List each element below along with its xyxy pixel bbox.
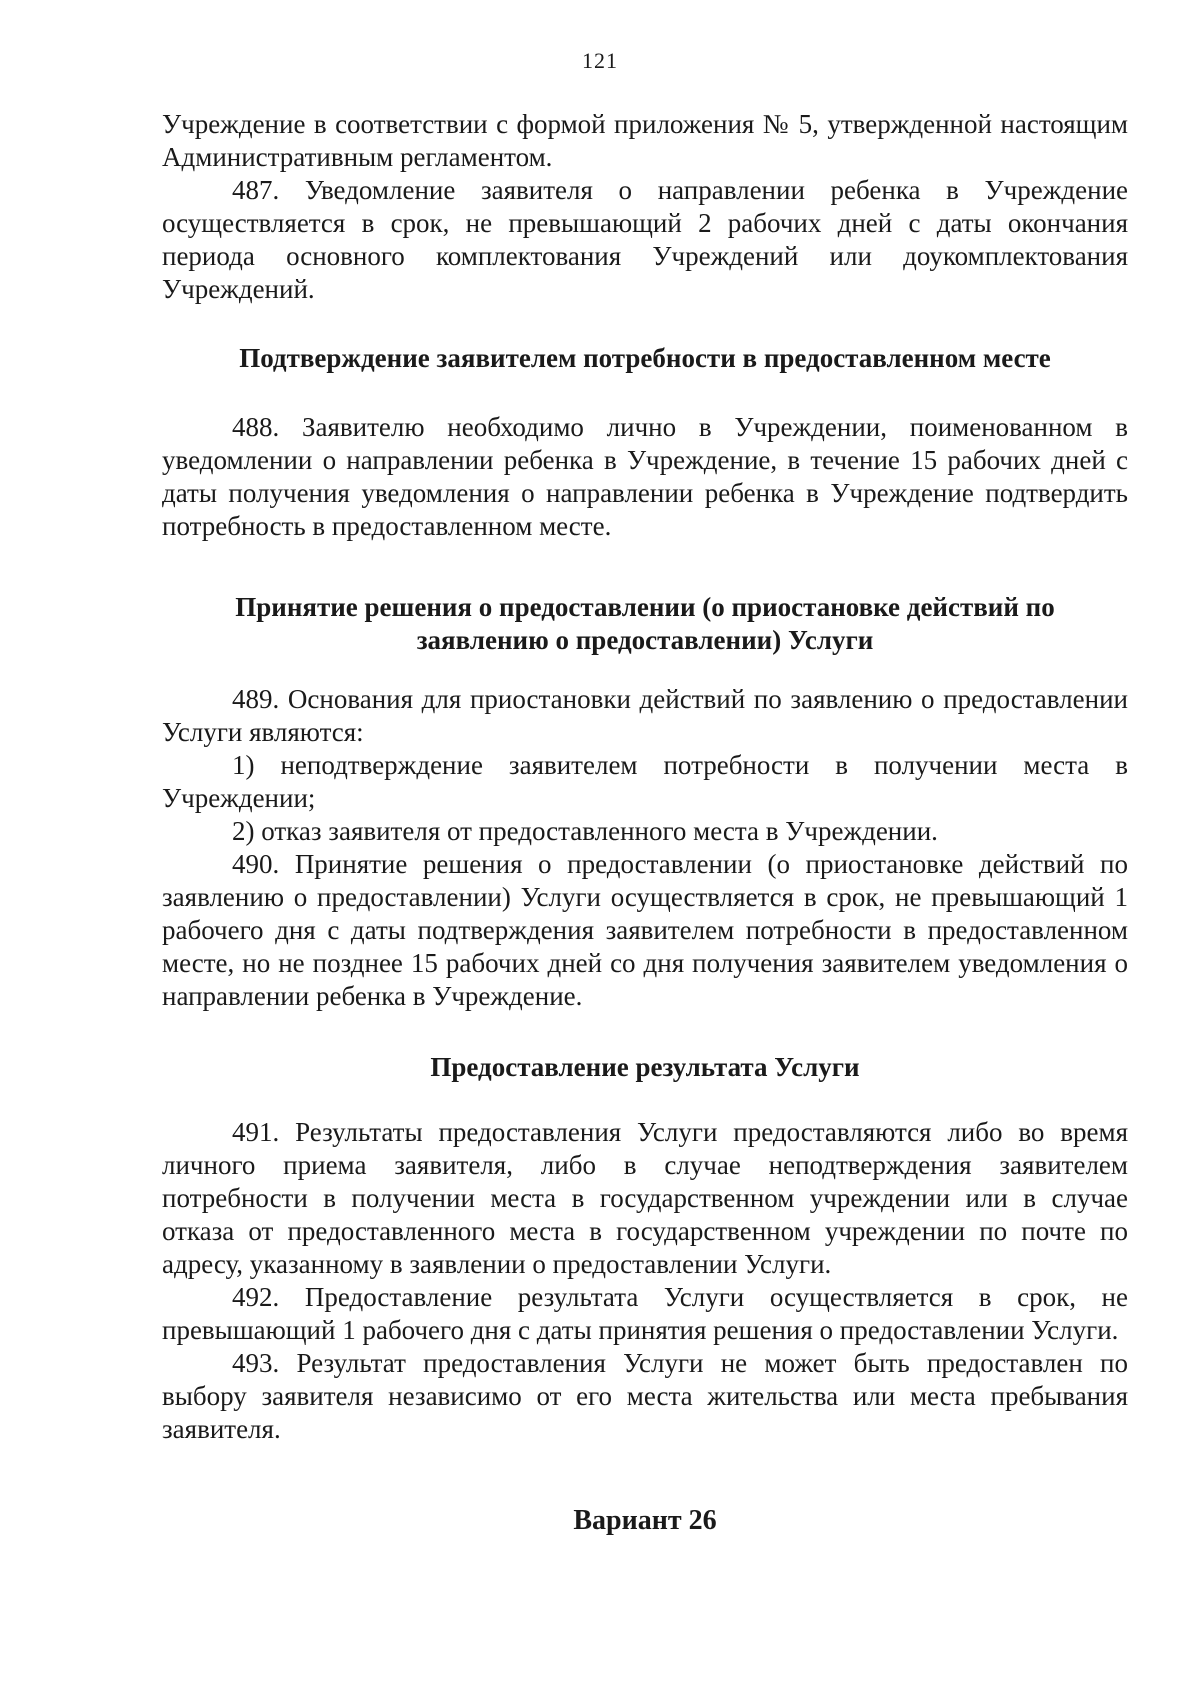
list-item-2: 2) отказ заявителя от предоставленного места в Учреждении. bbox=[232, 816, 938, 846]
section-heading-decision: Принятие решения о предоставлении (о приостановке действий по заявлению о предоставлении) Услуги bbox=[235, 592, 1055, 655]
paragraph-continuation: Учреждение в соответствии с формой приложения № 5, утвержденной настоящим Административным регламентом. bbox=[162, 109, 1128, 172]
section-heading-confirmation: Подтверждение заявителем потребности в предоставленном месте bbox=[239, 343, 1051, 373]
list-item-1: 1) неподтверждение заявителем потребности в получении места в Учреждении; bbox=[162, 750, 1128, 813]
section-heading-result: Предоставление результата Услуги bbox=[430, 1052, 860, 1082]
document-body bbox=[162, 108, 1128, 1537]
paragraph-488: 488. Заявителю необходимо лично в Учреждении, поименованном в уведомлении о направлении ребенка в Учреждение, в течение 15 рабочих дней с даты получения уведомления о направлении ребенка в Учреждение подтвердить потребность в предоставленном месте. bbox=[162, 412, 1128, 541]
page-number: 121 bbox=[582, 48, 618, 73]
paragraph-493: 493. Результат предоставления Услуги не может быть предоставлен по выбору заявителя независимо от его места жительства или места пребывания заявителя. bbox=[162, 1348, 1128, 1444]
paragraph-489: 489. Основания для приостановки действий по заявлению о предоставлении Услуги являются: bbox=[162, 684, 1128, 747]
paragraph-492: 492. Предоставление результата Услуги осуществляется в срок, не превышающий 1 рабочего дня с даты принятия решения о предоставлении Услуги. bbox=[162, 1282, 1128, 1345]
paragraph-491: 491. Результаты предоставления Услуги предоставляются либо во время личного приема заявителя, либо в случае неподтверждения заявителем потребности в получении места в государственном учреждении или в случае отказа от предоставленного места в государственном учреждении по почте по адресу, указанному в заявлении о предоставлении Услуги. bbox=[162, 1117, 1128, 1279]
variant-heading: Вариант 26 bbox=[573, 1505, 717, 1536]
paragraph-487: 487. Уведомление заявителя о направлении ребенка в Учреждение осуществляется в срок, не превышающий 2 рабочих дней с даты окончания периода основного комплектования Учреждений или доукомплектования Учреждений. bbox=[162, 175, 1128, 304]
paragraph-490: 490. Принятие решения о предоставлении (о приостановке действий по заявлению о предоставлении) Услуги осуществляется в срок, не превышающий 1 рабочего дня с даты подтверждения заявителем потребности в предоставленном месте, но не позднее 15 рабочих дней со дня получения заявителем уведомления о направлении ребенка в Учреждение. bbox=[162, 849, 1128, 1011]
